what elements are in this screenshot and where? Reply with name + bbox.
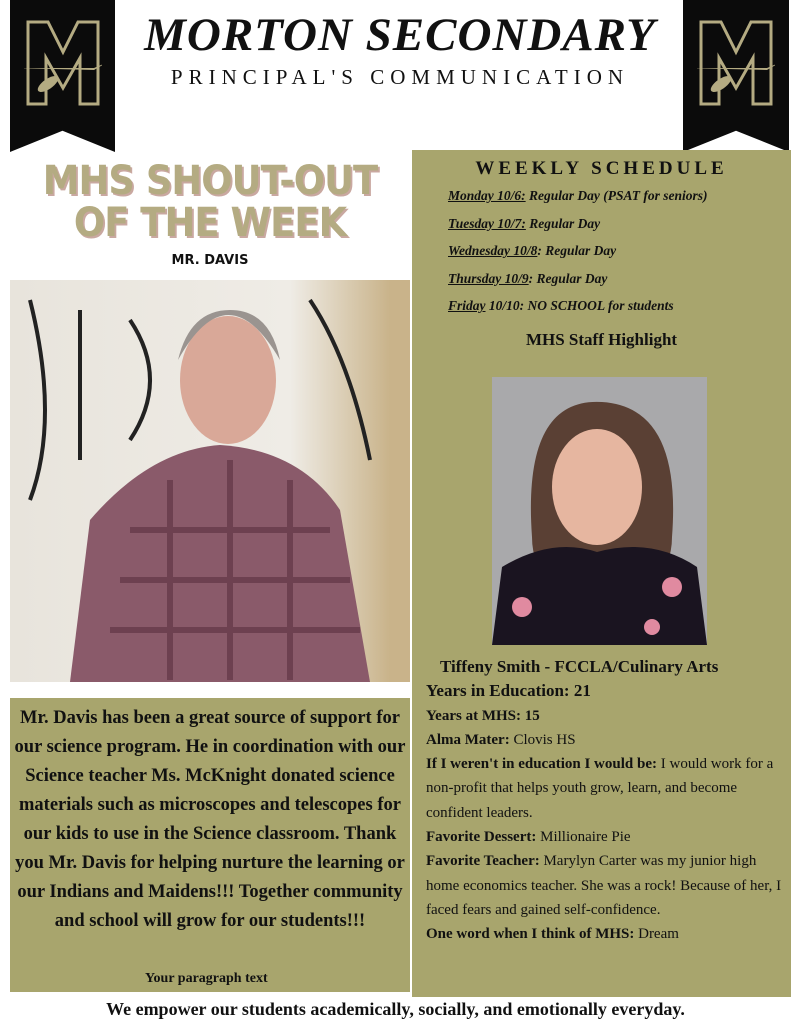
- page-title: MORTON SECONDARY: [144, 9, 656, 61]
- schedule-text: Regular Day (PSAT for seniors): [525, 188, 708, 203]
- m-logo-icon: [697, 18, 775, 108]
- footer-motto: We empower our students academically, socially, and emotionally everyday.: [106, 999, 685, 1019]
- tiffeny-smith-photo: [492, 377, 707, 645]
- schedule-day: Friday: [448, 298, 486, 313]
- field-value: Dream: [634, 926, 679, 943]
- field-value: I would work for a non-profit that helps youth grow, learn, and become confident leaders.: [426, 756, 774, 821]
- shoutout-body-box: [10, 698, 410, 992]
- staff-field: [426, 704, 786, 728]
- page-subtitle: PRINCIPAL'S COMMUNICATION: [170, 65, 630, 89]
- shoutout-body: Mr. Davis has been a great source of support for our science program. He in coordination with our Science teacher Ms. McKnight donated science materials such as microscopes and telescopes for our kids to use in the Science classroom. Thank you Mr. Davis for helping nurture the learning or our Indians and Maidens!!! Together community and school will grow for our students!!!: [14, 708, 406, 931]
- staff-highlight-heading: MHS Staff Highlight: [525, 329, 678, 349]
- logo-banner-left: [10, 0, 115, 152]
- staff-field: [426, 922, 786, 946]
- field-label: Alma Mater:: [426, 731, 514, 748]
- schedule-day: Tuesday 10/7:: [448, 215, 526, 231]
- schedule-text: : Regular Day: [537, 243, 617, 258]
- schedule-day: Wednesday 10/8: [448, 243, 538, 258]
- staff-bio: [426, 655, 786, 947]
- field-value: Clovis HS: [513, 731, 576, 748]
- staff-years-education: Years in Education: 21: [426, 681, 591, 701]
- schedule-item: [448, 243, 791, 271]
- schedule-item: [448, 298, 791, 326]
- schedule-item: [448, 188, 791, 216]
- field-label: Favorite Teacher:: [426, 853, 540, 870]
- schedule-text: : Regular Day: [528, 270, 608, 286]
- field-label: One word when I think of MHS:: [426, 926, 635, 943]
- schedule-text: Regular Day: [525, 215, 601, 231]
- field-label: Favorite Dessert:: [426, 829, 537, 846]
- staff-field: [426, 752, 786, 825]
- m-logo-icon: [24, 18, 102, 108]
- field-value: Marylyn Carter was my junior high home economics teacher. She was a rock! Because of her, I faced fears and gained self-confidence.: [426, 853, 782, 918]
- field-value: Millionaire Pie: [536, 829, 631, 846]
- placeholder-text: Your paragraph text: [145, 971, 268, 986]
- staff-name: Tiffeny Smith - FCCLA/Culinary Arts: [440, 657, 719, 676]
- schedule-day: Thursday 10/9: [448, 270, 529, 286]
- field-label: If I weren't in education I would be:: [426, 756, 661, 773]
- staff-field: [426, 728, 786, 752]
- field-label: Years at MHS: 15: [426, 707, 540, 724]
- logo-banner-right: [683, 0, 789, 152]
- schedule-day: Monday 10/6:: [448, 188, 526, 203]
- schedule-item: [448, 216, 791, 244]
- staff-field: [426, 825, 786, 849]
- schedule-text: 10/10: NO SCHOOL for students: [485, 298, 674, 313]
- staff-field: [426, 849, 786, 922]
- shoutout-heading-line1: MHS SHOUT-OUT: [42, 158, 378, 204]
- shoutout-heading-line2: OF THE WEEK: [73, 200, 347, 246]
- schedule-title: WEEKLY SCHEDULE: [475, 158, 728, 179]
- shoutout-name: MR. DAVIS: [171, 253, 249, 268]
- shoutout-heading: [35, 160, 385, 244]
- mr-davis-photo: [10, 280, 410, 682]
- schedule-item: [448, 271, 791, 299]
- schedule-list: [448, 188, 791, 326]
